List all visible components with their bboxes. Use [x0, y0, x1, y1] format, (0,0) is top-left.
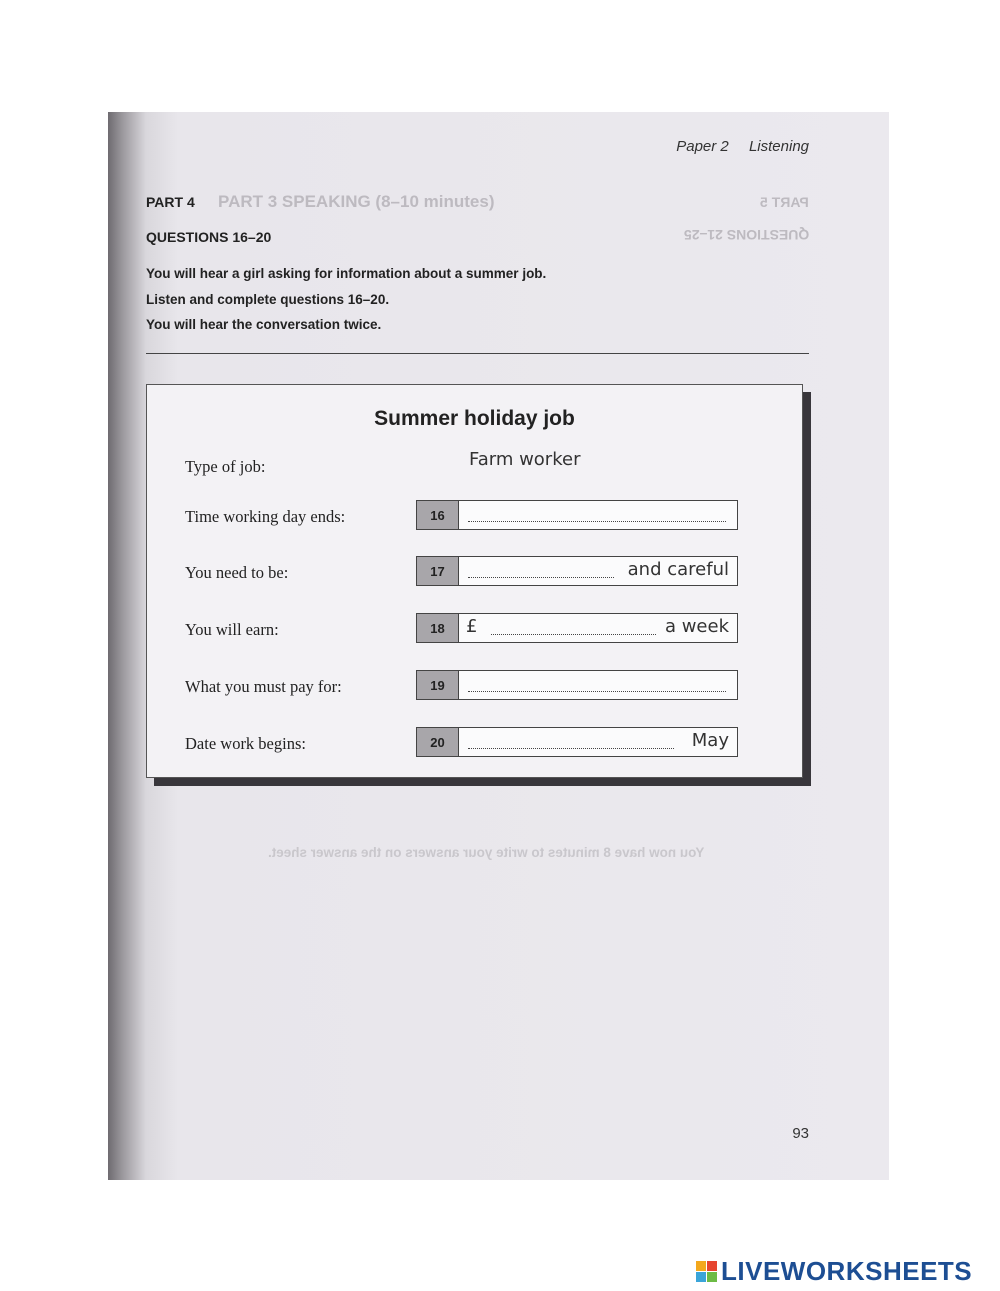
- liveworksheets-logo: [696, 1256, 972, 1286]
- form-title: Summer holiday job: [374, 407, 575, 430]
- showthrough-questions: QUESTIONS 21–25: [683, 227, 809, 243]
- row-17-suffix: and careful: [627, 559, 729, 580]
- type-of-job-answer: Farm worker: [469, 449, 581, 470]
- row-20-suffix: May: [691, 730, 729, 751]
- logo-text: LIVEWORKSHEETS: [721, 1255, 973, 1286]
- instruction-3: You will hear the conversation twice.: [146, 317, 382, 332]
- section-label: Listening: [748, 138, 809, 155]
- showthrough-final: You now have 8 minutes to write your answers on the answer sheet.: [268, 845, 705, 860]
- divider: [146, 353, 809, 354]
- paper-label: Paper 2: [676, 138, 729, 155]
- logo-icon: [696, 1261, 717, 1282]
- question-number-19: 19: [417, 671, 459, 699]
- answer-line-18: [491, 634, 656, 635]
- row-17-label: You need to be:: [185, 563, 289, 582]
- answer-line-20: [468, 748, 674, 749]
- answer-form: [146, 384, 803, 778]
- questions-heading: QUESTIONS 16–20: [146, 229, 272, 245]
- row-20-label: Date work begins:: [185, 734, 306, 753]
- type-of-job-label: Type of job:: [185, 457, 266, 476]
- page-header: [660, 138, 809, 155]
- question-number-17: 17: [417, 557, 459, 585]
- row-16-label: Time working day ends:: [185, 507, 346, 526]
- answer-box-19[interactable]: [416, 670, 738, 700]
- page-number: 93: [792, 1125, 809, 1142]
- question-number-16: 16: [417, 501, 459, 529]
- row-19-label: What you must pay for:: [185, 677, 342, 696]
- instruction-1: You will hear a girl asking for information about a summer job.: [146, 266, 547, 281]
- part-heading: PART 4: [146, 194, 195, 210]
- answer-line-16: [468, 521, 726, 522]
- answer-line-19: [468, 691, 726, 692]
- answer-line-17: [468, 577, 614, 578]
- showthrough-part: PART 5: [760, 194, 809, 210]
- question-number-20: 20: [417, 728, 459, 756]
- row-18-label: You will earn:: [185, 620, 279, 639]
- answer-box-16[interactable]: [416, 500, 738, 530]
- question-number-18: 18: [417, 614, 459, 642]
- answer-box-20[interactable]: [416, 727, 738, 757]
- row-18-prefix: £: [466, 616, 478, 637]
- showthrough-speaking: PART 3 SPEAKING (8–10 minutes): [218, 192, 495, 211]
- row-18-suffix: a week: [664, 616, 729, 637]
- answer-box-18[interactable]: [416, 613, 738, 643]
- workbook-page: [108, 112, 889, 1180]
- instruction-2: Listen and complete questions 16–20.: [146, 292, 390, 307]
- answer-box-17[interactable]: [416, 556, 738, 586]
